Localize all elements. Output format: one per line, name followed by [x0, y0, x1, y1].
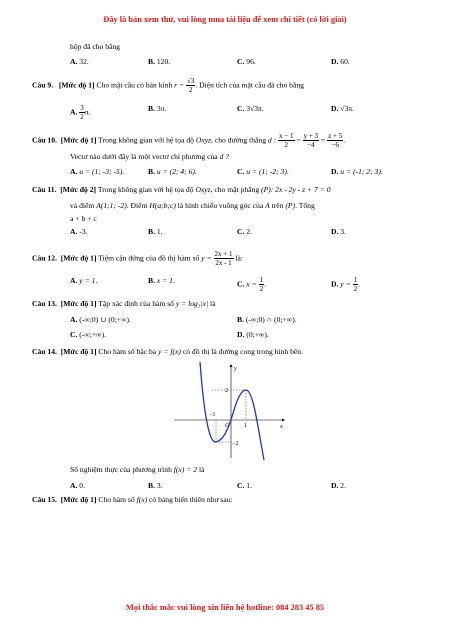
- q13-option-d[interactable]: D. (0;+∞).: [237, 330, 269, 339]
- q10-question: Vectơ nào dưới đây là một vectơ chỉ phương của d ?: [70, 152, 230, 161]
- q13-stem: Câu 13. [Mức độ 1] Tập xác định của hàm số y = log₃|x| là: [32, 299, 216, 308]
- q12-option-c[interactable]: C. x = $\frac{1}{2}$ .: [237, 276, 267, 293]
- tick-neg2: −2: [232, 441, 239, 447]
- q15-stem: Câu 15. [Mức độ 1] Cho hàm số f(x) có bảng biến thiên như sau:: [32, 495, 233, 504]
- q9-option-a[interactable]: A. $\frac{3}{2}$ π.: [70, 104, 91, 121]
- hotline-footer: Mọi thắc mắc vui lòng xin liên hệ hotline: 084 283 45 85: [125, 603, 325, 612]
- q11-option-b[interactable]: B. 1.: [148, 227, 163, 236]
- q12-option-d[interactable]: D. y = $\frac{1}{2}$ .: [331, 276, 361, 293]
- q8-option-c[interactable]: C. 96.: [237, 57, 256, 66]
- q9-option-b[interactable]: B. 3π.: [148, 104, 167, 113]
- q14-option-c[interactable]: C. 1.: [237, 481, 252, 490]
- q8-option-a[interactable]: A. 32.: [70, 57, 89, 66]
- tick-2: 2: [225, 388, 228, 394]
- y-axis-label: y: [234, 366, 237, 372]
- y-axis-arrow: [230, 364, 233, 367]
- q12-stem: Câu 12. [Mức độ 1] Tiệm cận đứng của đồ thị hàm số y = $\frac{2x + 1}{2x - 1}$ là:: [32, 250, 243, 267]
- q9-option-c[interactable]: C. 3√3π.: [237, 104, 264, 113]
- q8-continuation: hộp đã cho bằng: [70, 42, 120, 51]
- q11-option-d[interactable]: D. 3.: [331, 227, 346, 236]
- q11-option-c[interactable]: C. 2.: [237, 227, 252, 236]
- q14-option-b[interactable]: B. 3.: [148, 481, 163, 490]
- q10-option-c[interactable]: C. u = (1; -2; 3).: [237, 167, 289, 176]
- q9-option-d[interactable]: D. √3π.: [331, 104, 355, 113]
- q10-option-d[interactable]: D. u = (-1; 2; 3).: [331, 167, 383, 176]
- q13-option-c[interactable]: C. (-∞;+∞).: [70, 330, 107, 339]
- q11-stem-2: và điểm A(1;1; -2). Điểm H(a;b;c) là hình chiếu vuông góc của A trên (P). Tổng: [70, 201, 315, 210]
- x-axis-label: x: [280, 424, 283, 430]
- origin-label: O: [225, 423, 230, 429]
- q10-option-b[interactable]: B. u = (2; 4; 6).: [148, 167, 197, 176]
- tick-neg1: −1: [209, 412, 216, 418]
- q14-option-d[interactable]: D. 2.: [331, 481, 346, 490]
- q14-question: Số nghiệm thực của phương trình f(x) = 2 là: [70, 465, 205, 474]
- q11-sum: a + b + c: [70, 214, 97, 223]
- preview-banner: Đây là bản xem thử, vui lòng mua tài liệu để xem chi tiết (có lời giải): [103, 15, 347, 24]
- q14-option-a[interactable]: A. 0.: [70, 481, 85, 490]
- q8-option-b[interactable]: B. 120.: [148, 57, 171, 66]
- q10-option-a[interactable]: A. u = (1; -3; -5).: [70, 167, 125, 176]
- q14-stem: Câu 14. [Mức độ 1] Cho hàm số bậc ba y = f(x) có đồ thị là đường cong trong hình bên.: [32, 347, 303, 356]
- q13-option-b[interactable]: B. (-∞;0) ∩ (0;+∞).: [237, 315, 297, 324]
- q12-option-a[interactable]: A. y = 1.: [70, 276, 98, 285]
- q8-option-d[interactable]: D. 60.: [331, 57, 350, 66]
- q11-option-a[interactable]: A. -3.: [70, 227, 88, 236]
- q12-option-b[interactable]: B. x = 1.: [148, 276, 175, 285]
- tick-1: 1: [244, 423, 247, 429]
- q11-stem: Câu 11. [Mức độ 2] Trong không gian với hệ tọa độ Oxyz, cho mặt phẳng (P): 2x - 2y - z + 7 = 0: [32, 185, 331, 194]
- q10-stem: Câu 10. [Mức độ 1] Trong không gian với hệ tọa độ Oxyz, cho đường thẳng d : $\frac{x - 1}{2}$ = $\frac{y + 3}{-4}$ = $\frac{z + 5}{-6}$ .: [32, 132, 346, 149]
- q9-stem: Câu 9. [Mức độ 1] Cho mặt cầu có bán kính r = $\frac{√3}{2}$ . Diện tích của mặt cầu đã cho bằng: [32, 77, 304, 94]
- x-axis-arrow: [282, 419, 285, 422]
- q13-option-a[interactable]: A. (-∞;0) ∪ (0;+∞).: [70, 315, 131, 324]
- cubic-graph: [170, 362, 288, 462]
